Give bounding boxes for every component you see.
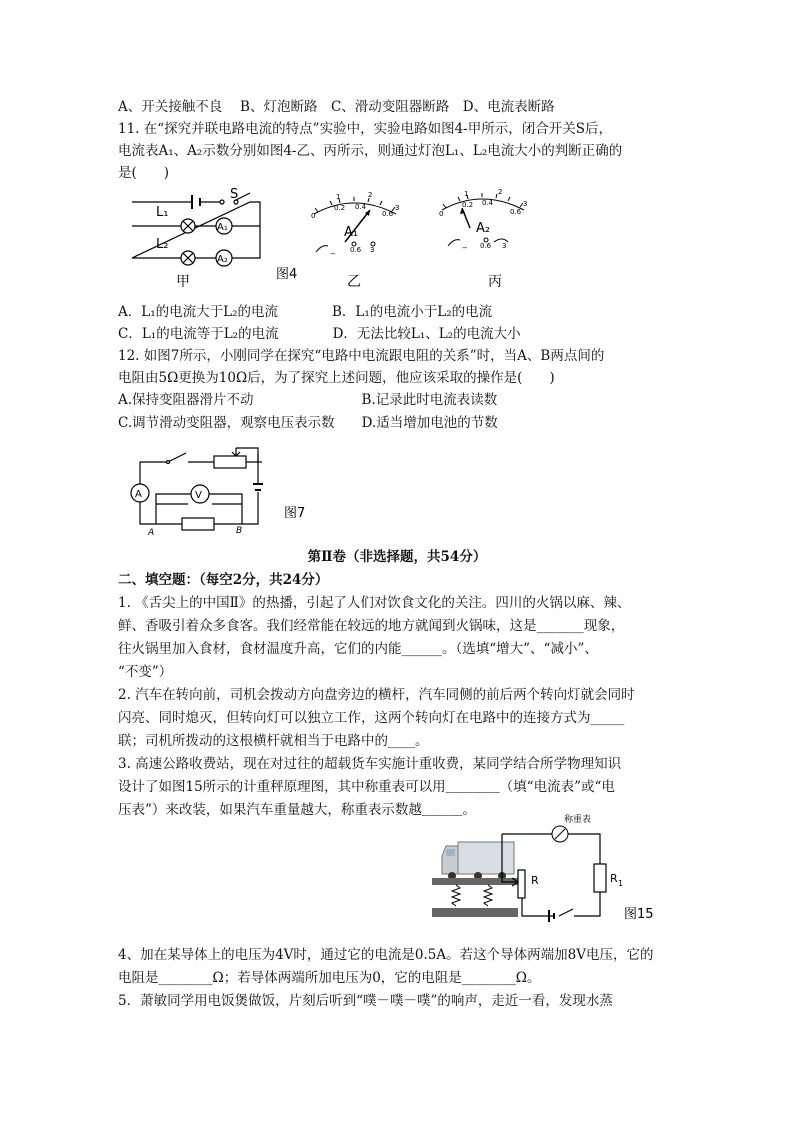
fill-q2-line-2: 闪亮、同时熄灭，但转向灯可以独立工作，这两个转向灯在电路中的连接方式为_____ [118,710,625,726]
ammeter1-label: A₁ [217,222,228,233]
fig7-point-b: B [236,526,243,536]
fill-q1-line-4: “不变”） [118,664,173,680]
q10-options: A、开关接触不良 B、灯泡断路 C、滑动变阻器断路 D、电流表断路 [118,99,555,115]
svg-text:2: 2 [368,191,373,199]
fill-q1-line-2: 鲜、香吸引着众多食客。我们经常能在较远的地方就闻到火锅味，这是_______现象， [118,618,625,634]
svg-text:−: − [330,250,336,258]
truck-icon [442,842,514,880]
figure-7 [118,444,338,536]
figure-4-caption: 图4 [276,267,298,282]
q11-options-ab: A．L₁的电流大于L₂的电流 B．L₁的电流小于L₂的电流 [118,304,493,320]
svg-text:0.4: 0.4 [482,199,494,207]
svg-text:0: 0 [311,212,316,220]
lamp2-label: L₂ [156,237,169,252]
svg-text:0: 0 [439,210,444,218]
fill-q3-line-2: 设计了如图15所示的计重秤原理图，其中称重表可以用＿＿＿＿（填“电流表”或“电 [118,779,615,795]
q12-options-cd: C.调节滑动变阻器，观察电压表示数 D.适当增加电池的节数 [118,415,498,431]
q12-line-2: 电阻由5Ω更换为10Ω后，为了探究上述问题，他应该采取的操作是( ) [118,370,555,386]
svg-text:3: 3 [395,204,400,212]
q11-line-3: 是( ) [118,165,170,181]
fig15-caption: 图15 [624,907,654,922]
svg-text:0.6: 0.6 [350,246,362,254]
q12-options-ab: A.保持变阻器滑片不动 B.记录此时电流表读数 [118,392,498,408]
fig7-voltmeter-label: V [195,490,202,501]
fill-q3-line-3: 压表”）来改装，如果汽车重量越大，称重表示数越＿＿＿。 [118,802,476,818]
fig7-ammeter-label: A [135,489,142,500]
fill-q5-line-1: 5．萧敏同学用电饭煲做饭，片刻后听到“噗－噗－噗”的响声，走近一看，发现水蒸 [118,993,613,1009]
fill-q1-line-3: 往火锅里加入食材，食材温度升高，它们的内能______。（选填“增大”、“减小”、 [118,641,598,657]
svg-text:3: 3 [370,246,375,254]
svg-text:0.6: 0.6 [480,242,492,250]
q12-line-1: 12. 如图7所示，小刚同学在探究“电路中电流跟电阻的关系”时，当A、B两点间的 [118,348,605,364]
caption-bing: 丙 [488,274,502,290]
meter2-name: A₂ [476,221,491,236]
svg-text:3: 3 [502,242,507,250]
fig7-point-a: A [148,528,155,536]
fill-q3-line-1: 3. 高速公路收费站，现在对过往的超载货车实施计重收费，某同学结合所学物理知识 [118,756,622,772]
meter-yi [311,191,399,290]
figure-15 [428,812,678,924]
svg-text:0.6: 0.6 [382,210,394,218]
svg-text:0.4: 0.4 [355,203,367,211]
meter1-name: A₁ [344,225,359,240]
svg-text:0.6: 0.6 [510,208,522,216]
figure-4 [118,186,558,294]
svg-text:0.2: 0.2 [334,204,346,212]
part2-title: 二、填空题：（每空2分，共24分） [118,572,329,588]
svg-text:−: − [462,244,468,252]
fill-q1-line-1: 1. 《舌尖上的中国Ⅱ》的热播，引起了人们对饮食文化的关注。四川的火锅以麻、辣、 [118,595,631,611]
fill-q4-line-2: 电阻是________Ω；若导体两端所加电压为0，它的电阻是________Ω。 [118,970,541,986]
ammeter2-label: A₂ [217,254,228,265]
svg-text:0.2: 0.2 [462,201,474,209]
fill-q4-line-1: 4、加在某导体上的电压为4V时，通过它的电流是0.5A。若这个导体两端加8V电压，它的 [118,947,654,963]
meter-bing [439,188,527,290]
resistor-r1-sub: 1 [618,879,624,888]
caption-yi: 乙 [347,274,361,290]
q11-line-2: 电流表A₁、A₂示数分别如图4-乙、丙所示，则通过灯泡L₁、L₂电流大小的判断正确的 [118,143,623,159]
fill-q2-line-1: 2. 汽车在转向前，司机会拨动方向盘旁边的横杆，汽车同侧的前后两个转向灯就会同时 [118,687,635,703]
resistor-r1-label: R [610,872,618,885]
section2-title: 第Ⅱ卷（非选择题，共54分） [307,549,487,565]
q11-line-1: 11. 在“探究并联电路电流的特点”实验中，实验电路如图4-甲所示，闭合开关S后， [118,121,612,137]
q11-options-cd: C．L₁的电流等于L₂的电流 D．无法比较L₁、L₂的电流大小 [118,326,521,342]
fill-q2-line-3: 联；司机所拨动的这根横杆就相当于电路中的____。 [118,733,429,749]
resistor-r-label: R [531,874,539,887]
svg-text:1: 1 [464,190,469,198]
svg-text:2: 2 [498,188,503,196]
fig7-caption: 图7 [284,506,306,521]
weighing-meter-label: 称重表 [564,815,592,825]
caption-jia: 甲 [176,274,190,290]
switch-label: S [230,187,239,202]
svg-text:3: 3 [523,200,528,208]
lamp1-label: L₁ [156,205,169,220]
svg-text:1: 1 [336,193,341,201]
